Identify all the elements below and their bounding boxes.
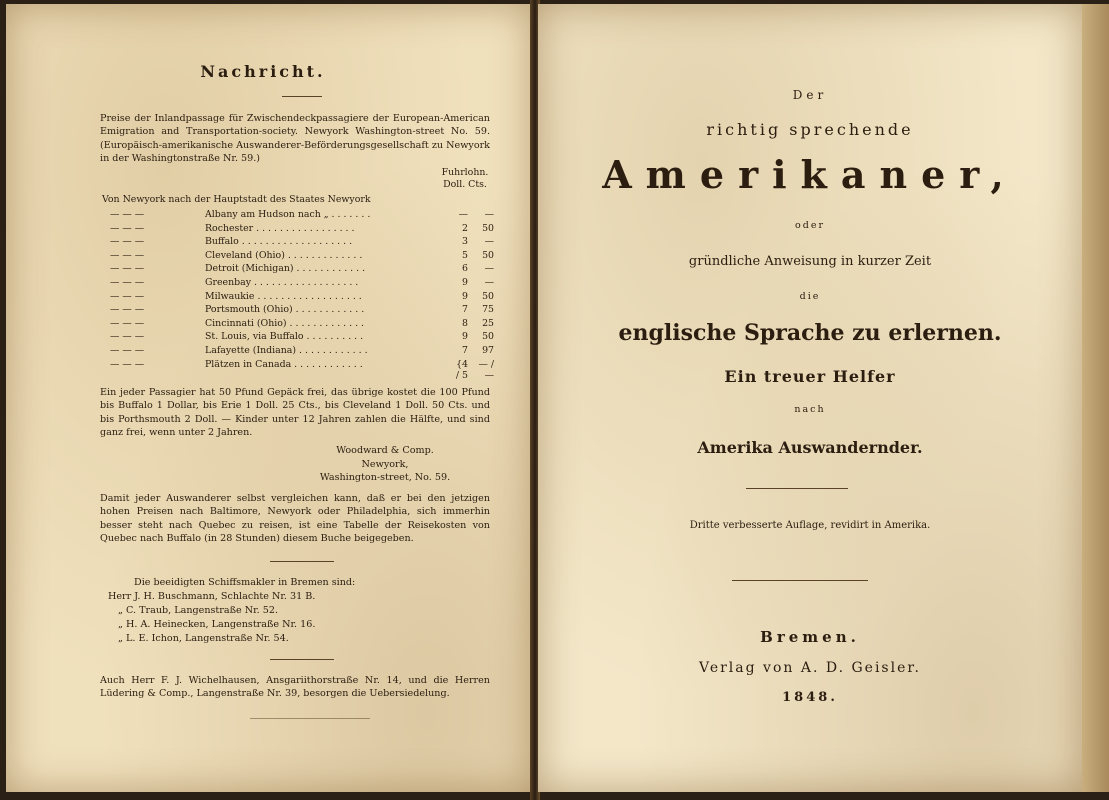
fare-dollars: 7 [462, 304, 468, 316]
fare-cents: — [484, 236, 494, 248]
brokers-heading: Die beeidigten Schiffsmakler in Bremen sind: [134, 577, 356, 588]
dash-marks: — — — [110, 222, 145, 234]
dash-marks: — — — [110, 277, 145, 288]
table-row [110, 250, 498, 264]
title-line-nach: nach [794, 404, 826, 415]
dash-marks: — — — [110, 358, 145, 370]
fare-cents: 50 [482, 290, 494, 302]
destination: Detroit (Michigan) . . . . . . . . . . . . [205, 263, 366, 275]
table-row [110, 345, 498, 359]
imprint-city: Bremen. [760, 628, 860, 646]
broker-item: „ H. A. Heinecken, Langenstraße Nr. 16. [118, 619, 316, 630]
fare-cents: 50 [482, 222, 494, 234]
dash-marks: — — — [110, 331, 145, 343]
destination: St. Louis, via Buffalo . . . . . . . . . . [205, 331, 364, 343]
fare-cents: 75 [482, 304, 494, 316]
dash-marks: — — — [110, 345, 145, 356]
destination: Plätzen in Canada . . . . . . . . . . . . [205, 358, 363, 370]
divider [270, 659, 334, 660]
luggage-paragraph: Ein jeder Passagier hat 50 Pfund Gepäck frei, das übrige kostet die 100 Pfund bis Buffalo 1 Dollar, bis Erie 1 Doll. 25 Cts., bis Cleveland 1 Doll. 50 Cts. und bis Porthsmouth 2 Doll. — Kinder unter 12 Jahren zahlen die Hälfte, und sind ganz frei, wenn unter 2 Jahren. [100, 387, 490, 439]
table-row [110, 318, 498, 332]
fare-dollars: 3 [462, 236, 468, 248]
dash-marks: — — — [110, 304, 145, 316]
table-row [110, 331, 498, 345]
notice-title: Nachricht. [200, 62, 326, 81]
title-line-sprache: englische Sprache zu erlernen. [618, 320, 1002, 346]
title-line-der: Der [792, 88, 828, 102]
fare-cents: — [484, 263, 494, 275]
dash-marks: — — — [110, 263, 145, 275]
destination: Milwaukie . . . . . . . . . . . . . . . . . . [205, 290, 362, 302]
fare-dollars: 7 [462, 345, 468, 356]
fare-dollars: — [458, 209, 468, 220]
fare-header-1: Fuhrlohn. [441, 167, 489, 178]
broker-item: Herr J. H. Buschmann, Schlachte Nr. 31 B. [108, 591, 316, 602]
compare-paragraph: Damit jeder Auswanderer selbst vergleichen kann, daß er bei den jetzigen hohen Preisen nach Baltimore, Newyork oder Philadelphia, sich immerhin besser steht nach Quebec zu reisen, ist eine Tabelle der Reisekosten von Quebec nach Buffalo (in 28 Stunden) diesem Buche beigegeben. [100, 493, 490, 545]
edition-note: Dritte verbesserte Auflage, revidirt in Amerika. [689, 520, 931, 531]
route-heading: Von Newyork nach der Hauptstadt des Staates Newyork [102, 194, 371, 205]
divider [270, 561, 334, 562]
destination: Rochester . . . . . . . . . . . . . . . . . [205, 222, 355, 234]
table-row [110, 291, 498, 305]
fare-dollars: 9 [462, 277, 468, 288]
title-line-die: die [799, 291, 821, 302]
dash-marks: — — — [110, 236, 145, 248]
destination: Cincinnati (Ohio) . . . . . . . . . . . . . [205, 317, 365, 329]
title-line-helfer: Ein treuer Helfer [724, 367, 896, 386]
broker-item: „ L. E. Ichon, Langenstraße Nr. 54. [118, 633, 289, 644]
dash-marks: — — — [110, 249, 145, 261]
fare-cents: 25 [482, 317, 494, 329]
table-row [110, 223, 498, 237]
title-line-anweisung: gründliche Anweisung in kurzer Zeit [688, 254, 932, 269]
table-row [110, 304, 498, 318]
table-row [110, 263, 498, 277]
destination: Greenbay . . . . . . . . . . . . . . . . . . [205, 277, 359, 288]
table-row [110, 236, 498, 250]
dash-marks: — — — [110, 290, 145, 302]
destination: Buffalo . . . . . . . . . . . . . . . . . . . [205, 236, 353, 248]
fare-cents: — [484, 277, 494, 288]
firm-street: Washington-street, No. 59. [319, 472, 451, 483]
title-line-richtig: richtig sprechende [706, 120, 914, 139]
intro-paragraph: Preise der Inlandpassage für Zwischendeckpassagiere der European-American Emigration and Transportation-society. Newyork Washington-street No. 59. (Europäisch-amerikanische Auswanderer-Beförderungsgesellschaft zu Newyork in der Washingtonstraße Nr. 59.) [100, 113, 490, 165]
book-title: Amerikaner, [602, 152, 1018, 197]
title-line-oder: oder [795, 220, 825, 231]
fare-dollars: {4 / 5 [455, 358, 468, 381]
fare-dollars: 5 [462, 249, 468, 261]
table-row [110, 209, 498, 223]
closing-paragraph: Auch Herr F. J. Wichelhausen, Ansgariithorstraße Nr. 14, und die Herren Lüdering & Comp., Langenstraße Nr. 39, besorgen die Uebersiedelung. [100, 675, 490, 700]
fare-cents: 97 [482, 345, 494, 356]
fare-cents: — / — [478, 358, 494, 381]
divider [746, 488, 848, 489]
dash-marks: — — — [110, 317, 145, 329]
fare-dollars: 6 [462, 263, 468, 275]
fare-header-2: Doll. Cts. [443, 179, 487, 190]
divider [250, 718, 370, 719]
firm-name: Woodward & Comp. [336, 445, 434, 456]
destination: Lafayette (Indiana) . . . . . . . . . . . . [205, 345, 368, 356]
table-row [110, 277, 498, 291]
broker-item: „ C. Traub, Langenstraße Nr. 52. [118, 605, 279, 616]
fare-dollars: 8 [462, 317, 468, 329]
publication-year: 1848. [782, 690, 838, 705]
fare-dollars: 2 [462, 222, 468, 234]
destination: Cleveland (Ohio) . . . . . . . . . . . . . [205, 249, 363, 261]
title-line-amerika: Amerika Auswandernder. [697, 438, 923, 457]
divider [732, 580, 868, 581]
fare-cents: — [484, 209, 494, 220]
fare-dollars: 9 [462, 290, 468, 302]
publisher: Verlag von A. D. Geisler. [699, 660, 921, 676]
destination: Portsmouth (Ohio) . . . . . . . . . . . . [205, 304, 365, 316]
fare-cents: 50 [482, 331, 494, 343]
table-row [110, 358, 498, 381]
page-edge [1082, 4, 1109, 792]
fare-cents: 50 [482, 249, 494, 261]
destination: Albany am Hudson nach „ . . . . . . . [205, 209, 371, 220]
dash-marks: — — — [110, 209, 145, 220]
firm-city: Newyork, [361, 459, 409, 470]
divider [282, 96, 322, 97]
fare-dollars: 9 [462, 331, 468, 343]
